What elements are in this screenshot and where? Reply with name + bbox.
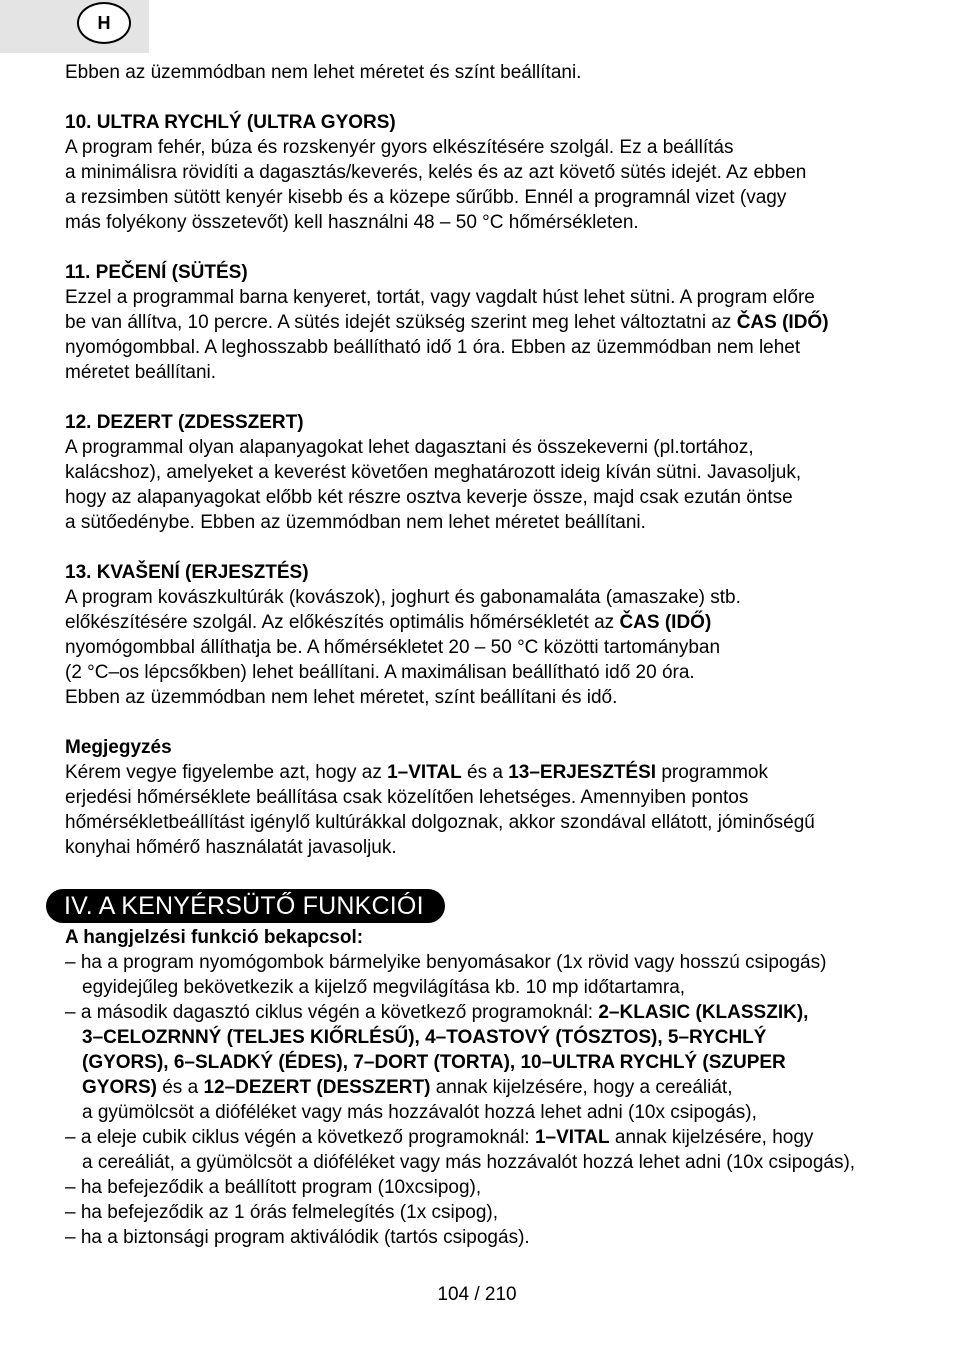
section-heading-12: 12. DEZERT (ZDESSZERT): [65, 412, 304, 433]
functions-heading: A hangjelzési funkció bekapcsol:: [65, 927, 364, 948]
text-run: be van állítva, 10 percre. A sütés idejét szükség szerint meg lehet változtatni az: [65, 312, 737, 333]
text-run: Kérem vegye figyelembe azt, hogy az: [65, 762, 388, 783]
paragraph-line: a sütőedénybe. Ebben az üzemmódban nem lehet méretet beállítani.: [65, 512, 646, 533]
program-name-erjesztesi: 13–ERJESZTÉSI: [508, 762, 657, 783]
button-name-cas: ČAS (IDŐ): [736, 312, 829, 333]
list-item: – ha befejeződik az 1 órás felmelegítés (1x csipog),: [65, 1202, 499, 1223]
paragraph-line: [65, 610, 905, 635]
paragraph-line: hogy az alapanyagokat előbb két részre osztva keverje össze, majd csak ezután öntse: [65, 487, 793, 508]
language-badge: H: [77, 2, 131, 44]
program-name: 2–KLASIC (KLASSZIK),: [598, 1002, 809, 1023]
paragraph-line: nyomógombbal állíthatja be. A hőmérsékletet 20 – 50 °C közötti tartományban: [65, 637, 721, 658]
list-item-continuation: a cereáliát, a gyümölcsöt a dióféléket vagy más hozzávalót hozzá lehet adni (10x csipogás),: [82, 1152, 856, 1173]
text-run: – a második dagasztó ciklus végén a következő programoknál:: [65, 1002, 599, 1023]
paragraph-line: erjedési hőmérséklete beállítása csak közelítően lehetséges. Amennyiben pontos: [65, 787, 749, 808]
paragraph-line: konyhai hőmérő használatát javasoljuk.: [65, 837, 397, 858]
list-item-continuation: [65, 1075, 905, 1100]
list-item-continuation: a gyümölcsöt a dióféléket vagy más hozzávalót hozzá lehet adni (10x csipogás),: [82, 1102, 757, 1123]
note-heading: Megjegyzés: [65, 737, 172, 758]
list-item: [65, 1000, 905, 1025]
paragraph-line: a rezsimben sütött kenyér kisebb és a közepe sűrűbb. Ennél a programnál vizet (vagy: [65, 187, 787, 208]
button-name-cas: ČAS (IDŐ): [619, 612, 712, 633]
program-name: 12–DEZERT (DESSZERT): [203, 1077, 431, 1098]
list-item-continuation: (GYORS), 6–SLADKÝ (ÉDES), 7–DORT (TORTA), 10–ULTRA RYCHLÝ (SZUPER: [82, 1052, 786, 1073]
list-item: – ha a biztonsági program aktiválódik (tartós csipogás).: [65, 1227, 530, 1248]
program-name: GYORS): [82, 1077, 157, 1098]
paragraph-line: [65, 310, 905, 335]
text-run: előkészítésére szolgál. Az előkészítés optimális hőmérsékletét az: [65, 612, 620, 633]
paragraph-line: más folyékony összetevőt) kell használni 48 – 50 °C hőmérsékleten.: [65, 212, 639, 233]
text-run: programmok: [656, 762, 768, 783]
paragraph-line: kalácshoz), amelyeket a keverést követően meghatározott ideig kíván sütni. Javasoljuk,: [65, 462, 802, 483]
intro-line: Ebben az üzemmódban nem lehet méretet és színt beállítani.: [65, 62, 582, 83]
page-content: [65, 60, 905, 1250]
list-item-continuation: 3–CELOZRNNÝ (TELJES KIŐRLÉSŰ), 4–TOASTOVÝ (TÓSZTOS), 5–RYCHLÝ: [82, 1027, 767, 1048]
language-tab: [0, 0, 149, 53]
section-heading-11: 11. PEČENÍ (SÜTÉS): [65, 262, 248, 283]
page-separator: /: [469, 1284, 485, 1305]
paragraph-line: A program kovászkultúrák (kovászok), joghurt és gabonamaláta (amaszake) stb.: [65, 587, 741, 608]
paragraph-line: [65, 760, 905, 785]
paragraph-line: méretet beállítani.: [65, 362, 217, 383]
paragraph-line: A programmal olyan alapanyagokat lehet dagasztani és összekeverni (pl.tortához,: [65, 437, 754, 458]
text-run: annak kijelzésére, hogy a cereáliát,: [430, 1077, 733, 1098]
section-banner: IV. A KENYÉRSÜTŐ FUNKCIÓI: [46, 889, 445, 923]
paragraph-line: (2 °C–os lépcsőkben) lehet beállítani. A maximálisan beállítható idő 20 óra.: [65, 662, 695, 683]
section-heading-13: 13. KVAŠENÍ (ERJESZTÉS): [65, 562, 309, 583]
paragraph-line: Ebben az üzemmódban nem lehet méretet, színt beállítani és idő.: [65, 687, 618, 708]
paragraph-line: Ezzel a programmal barna kenyeret, tortát, vagy vagdalt húst lehet sütni. A program előre: [65, 287, 815, 308]
text-run: annak kijelzésére, hogy: [609, 1127, 814, 1148]
section-heading-10: 10. ULTRA RYCHLÝ (ULTRA GYORS): [65, 112, 396, 133]
paragraph-line: hőmérsékletbeállítást igénylő kultúrákkal dolgoznak, akkor szondával ellátott, jóminőségű: [65, 812, 815, 833]
text-run: és a: [156, 1077, 204, 1098]
paragraph-line: A program fehér, búza és rozskenyér gyors elkészítésére szolgál. Ez a beállítás: [65, 137, 734, 158]
program-name-vital: 1–VITAL: [534, 1127, 610, 1148]
list-item: – ha befejeződik a beállított program (10xcsipog),: [65, 1177, 482, 1198]
page-current: 104: [437, 1284, 470, 1305]
list-item: [65, 1125, 905, 1150]
text-run: – a eleje cubik ciklus végén a következő programoknál:: [65, 1127, 535, 1148]
page-number: [0, 1282, 954, 1307]
page-total: 210: [484, 1284, 517, 1305]
list-item-continuation: egyidejűleg bekövetkezik a kijelző megvilágítása kb. 10 mp időtartamra,: [82, 977, 686, 998]
paragraph-line: a minimálisra rövidíti a dagasztás/keverés, kelés és az azt követő sütés idejét. Az ebben: [65, 162, 807, 183]
program-name-vital: 1–VITAL: [387, 762, 462, 783]
text-run: és a: [461, 762, 509, 783]
paragraph-line: nyomógombbal. A leghosszabb beállítható idő 1 óra. Ebben az üzemmódban nem lehet: [65, 337, 801, 358]
list-item: – ha a program nyomógombok bármelyike benyomásakor (1x rövid vagy hosszú csipogás): [65, 952, 827, 973]
